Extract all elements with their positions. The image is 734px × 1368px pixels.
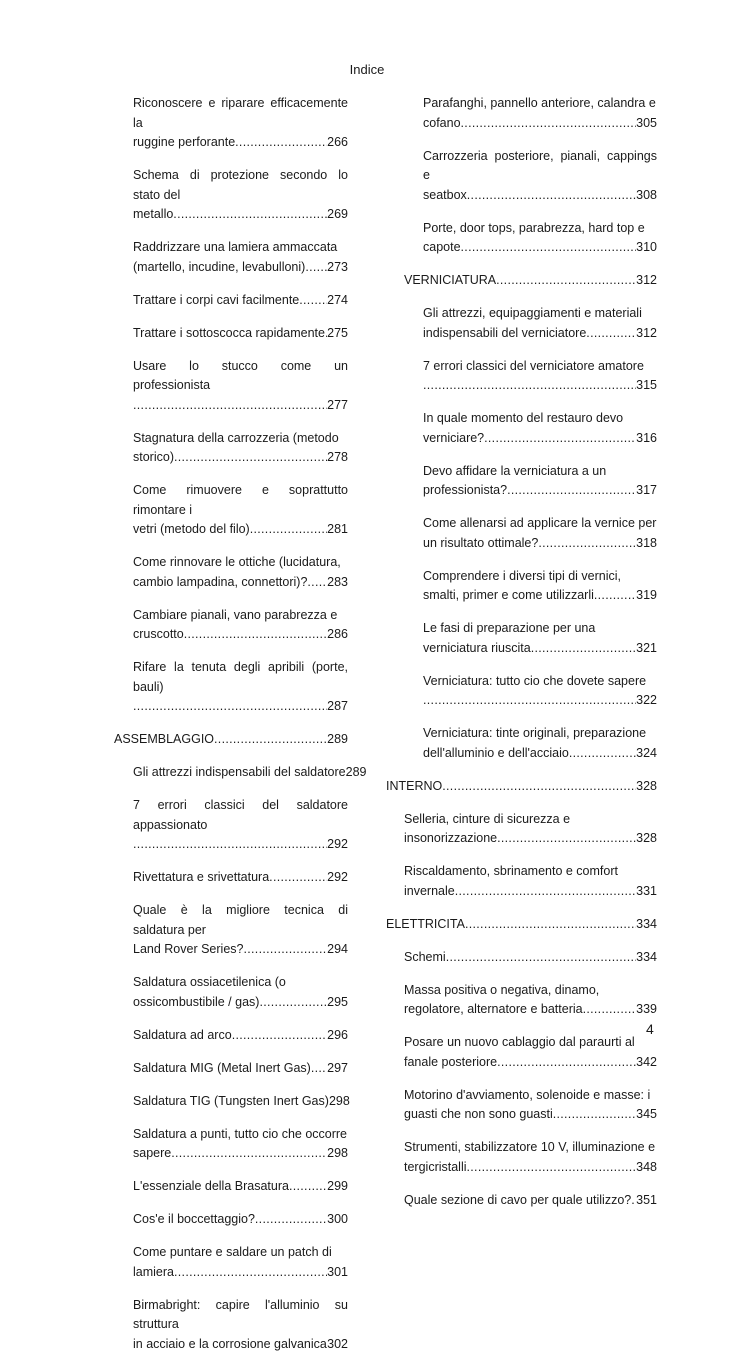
toc-entry-leader-line — [423, 481, 657, 501]
toc-entry-title: Land Rover Series? — [133, 940, 243, 960]
dot-leader — [255, 1210, 327, 1230]
toc-page-number: 334 — [636, 915, 657, 935]
toc-entry-leader-line — [133, 258, 348, 278]
dot-leader — [311, 1059, 327, 1079]
toc-entry-title-line: Saldatura ossiacetilenica (o — [133, 973, 348, 993]
toc-entry[interactable] — [386, 981, 657, 1020]
toc-entry[interactable] — [386, 409, 657, 448]
dot-leader — [133, 835, 327, 855]
toc-entry-leader-line — [423, 429, 657, 449]
toc-entry-title: sapere — [133, 1144, 171, 1164]
toc-entry-title: metallo — [133, 205, 173, 225]
toc-entry-title: L'essenziale della Brasatura — [133, 1177, 289, 1197]
toc-entry-leader-line — [133, 993, 348, 1013]
toc-entry-title-line: Birmabright: capire l'alluminio su struttura — [133, 1296, 348, 1335]
toc-page-number: 342 — [636, 1053, 657, 1073]
dot-leader — [538, 534, 636, 554]
dot-leader — [423, 376, 636, 396]
dot-leader — [446, 948, 636, 968]
toc-page-number: 295 — [327, 993, 348, 1013]
dot-leader — [553, 1105, 636, 1125]
toc-entry[interactable] — [96, 553, 348, 592]
toc-entry-title: cruscotto — [133, 625, 184, 645]
toc-entry-title: cambio lampadina, connettori)? — [133, 573, 307, 593]
toc-entry-title: vetri (metodo del filo) — [133, 520, 250, 540]
toc-entry-leader-line — [133, 396, 348, 416]
toc-entry[interactable] — [96, 166, 348, 225]
toc-entry-leader-line — [404, 1105, 657, 1125]
dot-leader — [484, 429, 636, 449]
toc-entry-leader-line — [404, 1191, 657, 1211]
toc-page-number: 298 — [327, 1144, 348, 1164]
toc-entry-leader-line — [386, 777, 657, 797]
dot-leader — [174, 448, 327, 468]
dot-leader — [174, 1263, 327, 1283]
dot-leader — [259, 993, 327, 1013]
toc-entry[interactable] — [96, 481, 348, 540]
dot-leader — [442, 777, 636, 797]
toc-entry[interactable] — [96, 324, 348, 344]
dot-leader — [250, 520, 327, 540]
toc-entry[interactable] — [96, 1059, 348, 1079]
toc-page-number: 287 — [327, 697, 348, 717]
toc-entry-title: ossicombustibile / gas) — [133, 993, 259, 1013]
toc-entry[interactable] — [386, 619, 657, 658]
toc-entry[interactable] — [386, 1086, 657, 1125]
toc-entry-title: Quale sezione di cavo per quale utilizzo? — [404, 1191, 631, 1211]
toc-entry-title: capote — [423, 238, 461, 258]
dot-leader — [594, 586, 636, 606]
toc-entry-title-line: Posare un nuovo cablaggio dal paraurti al — [404, 1033, 657, 1053]
toc-entry-leader-line — [114, 730, 348, 750]
toc-entry-title: in acciaio e la corrosione galvanica — [133, 1335, 327, 1355]
toc-entry[interactable] — [386, 462, 657, 501]
toc-entry-title-line: Schema di protezione secondo lo stato del — [133, 166, 348, 205]
toc-entry-title: Saldatura MIG (Metal Inert Gas) — [133, 1059, 311, 1079]
toc-entry-leader-line — [133, 763, 348, 783]
toc-entry-title-line: Verniciatura: tinte originali, preparazione — [423, 724, 657, 744]
dot-leader — [235, 133, 327, 153]
toc-entry-title-line: Selleria, cinture di sicurezza e — [404, 810, 657, 830]
toc-entry-title-line: 7 errori classici del saldatore appassionato — [133, 796, 348, 835]
toc-page-number: 316 — [636, 429, 657, 449]
toc-page-number: 348 — [636, 1158, 657, 1178]
toc-entry-title-line: Motorino d'avviamento, solenoide e masse: i — [404, 1086, 657, 1106]
toc-page-number: 269 — [327, 205, 348, 225]
toc-entry[interactable] — [96, 291, 348, 311]
toc-entry-leader-line — [423, 238, 657, 258]
toc-page-number: 345 — [636, 1105, 657, 1125]
toc-page-number: 296 — [327, 1026, 348, 1046]
toc-entry[interactable] — [386, 1191, 657, 1211]
toc-entry-title-line: Cambiare pianali, vano parabrezza e — [133, 606, 348, 626]
toc-entry-leader-line — [423, 186, 657, 206]
toc-entry-leader-line — [133, 940, 348, 960]
toc-entry-leader-line — [133, 835, 348, 855]
toc-entry-leader-line — [133, 1210, 348, 1230]
toc-entry[interactable] — [386, 94, 657, 133]
toc-entry-leader-line — [133, 573, 348, 593]
page-number: 4 — [646, 1021, 654, 1037]
toc-page-number: 300 — [327, 1210, 348, 1230]
toc-page-number: 328 — [636, 829, 657, 849]
toc-entry-title: cofano — [423, 114, 461, 134]
dot-leader — [214, 730, 327, 750]
toc-entry[interactable] — [96, 901, 348, 960]
toc-entry[interactable] — [96, 94, 348, 153]
toc-page-number: 315 — [636, 376, 657, 396]
toc-entry-leader-line — [133, 324, 348, 344]
dot-leader — [455, 882, 636, 902]
toc-entry[interactable] — [96, 1243, 348, 1282]
toc-page-number: 301 — [327, 1263, 348, 1283]
toc-entry-title: Gli attrezzi indispensabili del saldatore — [133, 763, 346, 783]
toc-entry-title-line: Usare lo stucco come un professionista — [133, 357, 348, 396]
toc-entry[interactable] — [96, 973, 348, 1012]
toc-column-left — [96, 94, 348, 1368]
toc-entry[interactable] — [96, 796, 348, 855]
toc-entry-title: verniciatura riuscita — [423, 639, 531, 659]
toc-entry[interactable] — [96, 1125, 348, 1164]
toc-entry-leader-line — [133, 868, 348, 888]
toc-page-number: 274 — [327, 291, 348, 311]
toc-entry-title: verniciare? — [423, 429, 484, 449]
toc-page-number: 312 — [636, 324, 657, 344]
toc-entry-leader-line — [133, 1026, 348, 1046]
toc-entry-title: seatbox — [423, 186, 467, 206]
toc-entry-title: dell'alluminio e dell'acciaio — [423, 744, 569, 764]
toc-entry-leader-line — [423, 744, 657, 764]
toc-entry-title-line: Strumenti, stabilizzatore 10 V, illuminazione e — [404, 1138, 657, 1158]
toc-page-number: 292 — [327, 835, 348, 855]
toc-page-number: 328 — [636, 777, 657, 797]
toc-entry-title-line: Massa positiva o negativa, dinamo, — [404, 981, 657, 1001]
toc-entry-title: ruggine perforante — [133, 133, 235, 153]
toc-entry-title: insonorizzazione — [404, 829, 497, 849]
toc-entry[interactable] — [96, 238, 348, 277]
toc-page-number: 294 — [327, 940, 348, 960]
toc-page-number: 317 — [636, 481, 657, 501]
toc-entry-leader-line — [404, 1053, 657, 1073]
toc-page-number: 277 — [327, 396, 348, 416]
toc-entry-leader-line — [133, 205, 348, 225]
toc-entry-title: lamiera — [133, 1263, 174, 1283]
toc-entry-leader-line — [133, 1263, 348, 1283]
dot-leader — [133, 396, 327, 416]
toc-entry[interactable] — [386, 514, 657, 553]
toc-entry[interactable] — [96, 763, 348, 783]
toc-page-number: 331 — [636, 882, 657, 902]
dot-leader — [583, 1000, 637, 1020]
toc-entry[interactable] — [386, 219, 657, 258]
toc-entry-title: INTERNO — [386, 777, 442, 797]
dot-leader — [507, 481, 636, 501]
dot-leader — [269, 868, 327, 888]
toc-page-number: 275 — [327, 324, 348, 344]
toc-entry-title: ELETTRICITA — [386, 915, 465, 935]
toc-entry-title-line: Le fasi di preparazione per una — [423, 619, 657, 639]
toc-entry-leader-line — [423, 324, 657, 344]
toc-entry-title-line: Raddrizzare una lamiera ammaccata — [133, 238, 348, 258]
toc-entry[interactable] — [96, 1177, 348, 1197]
toc-entry-title: fanale posteriore — [404, 1053, 497, 1073]
toc-entry-leader-line — [404, 1000, 657, 1020]
dot-leader — [289, 1177, 327, 1197]
toc-entry[interactable] — [386, 304, 657, 343]
toc-entry-title-line: In quale momento del restauro devo — [423, 409, 657, 429]
toc-page-number: 298 — [329, 1092, 350, 1112]
toc-entry-leader-line — [404, 1158, 657, 1178]
toc-entry-leader-line — [133, 1335, 348, 1355]
toc-entry[interactable] — [386, 147, 657, 206]
dot-leader — [307, 573, 327, 593]
dot-leader — [184, 625, 327, 645]
toc-entry-title: Rivettatura e srivettatura — [133, 868, 269, 888]
toc-entry[interactable] — [386, 724, 657, 763]
toc-entry-title: (martello, incudine, levabulloni) — [133, 258, 305, 278]
dot-leader — [133, 697, 327, 717]
toc-entry-leader-line — [133, 1144, 348, 1164]
toc-entry-leader-line — [404, 271, 657, 291]
toc-entry-title: professionista? — [423, 481, 507, 501]
toc-entry-leader-line — [133, 1177, 348, 1197]
toc-entry-leader-line — [423, 376, 657, 396]
dot-leader — [423, 691, 636, 711]
toc-page-number: 305 — [636, 114, 657, 134]
toc-entry-title: smalti, primer e come utilizzarli — [423, 586, 594, 606]
toc-page-number: 334 — [636, 948, 657, 968]
toc-entry-title: storico) — [133, 448, 174, 468]
toc-entry-title-line: Comprendere i diversi tipi di vernici, — [423, 567, 657, 587]
toc-entry[interactable] — [386, 915, 657, 935]
toc-entry-leader-line — [423, 586, 657, 606]
toc-page-number: 286 — [327, 625, 348, 645]
toc-entry-title-line: Porte, door tops, parabrezza, hard top e — [423, 219, 657, 239]
toc-entry-title-line: Devo affidare la verniciatura a un — [423, 462, 657, 482]
toc-entry[interactable] — [386, 271, 657, 291]
toc-entry-leader-line — [133, 697, 348, 717]
toc-entry-title: Cos'e il boccettaggio? — [133, 1210, 255, 1230]
toc-entry[interactable] — [386, 948, 657, 968]
toc-entry-title: Schemi — [404, 948, 446, 968]
toc-page-number: 319 — [636, 586, 657, 606]
toc-column-right — [386, 94, 657, 1224]
toc-entry-leader-line — [423, 691, 657, 711]
dot-leader — [299, 291, 327, 311]
toc-page-number: 289 — [346, 763, 367, 783]
toc-entry-title: guasti che non sono guasti — [404, 1105, 553, 1125]
dot-leader — [497, 829, 636, 849]
toc-page-number: 324 — [636, 744, 657, 764]
toc-page-number: 297 — [327, 1059, 348, 1079]
toc-page-number: 302 — [327, 1335, 348, 1355]
toc-entry[interactable] — [386, 862, 657, 901]
toc-entry[interactable] — [96, 1026, 348, 1046]
toc-entry-title-line: Saldatura a punti, tutto cio che occorre — [133, 1125, 348, 1145]
toc-entry-title: Trattare i sottoscocca rapidamente — [133, 324, 325, 344]
toc-entry-leader-line — [423, 114, 657, 134]
dot-leader — [243, 940, 327, 960]
toc-entry-leader-line — [423, 534, 657, 554]
toc-entry[interactable] — [96, 658, 348, 717]
toc-entry-title-line: Come rinnovare le ottiche (lucidatura, — [133, 553, 348, 573]
toc-entry-title: Saldatura ad arco — [133, 1026, 232, 1046]
toc-page-number: 273 — [327, 258, 348, 278]
toc-page-number: 321 — [636, 639, 657, 659]
toc-entry[interactable] — [96, 606, 348, 645]
toc-entry-leader-line — [133, 520, 348, 540]
toc-entry[interactable] — [96, 868, 348, 888]
toc-entry-title: tergicristalli — [404, 1158, 467, 1178]
dot-leader — [496, 271, 636, 291]
toc-page-number: 312 — [636, 271, 657, 291]
dot-leader — [232, 1026, 327, 1046]
toc-page-number: 322 — [636, 691, 657, 711]
page-header: Indice — [0, 62, 734, 77]
toc-entry-title: Trattare i corpi cavi facilmente — [133, 291, 299, 311]
dot-leader — [305, 258, 327, 278]
dot-leader — [171, 1144, 327, 1164]
toc-page-number: 289 — [327, 730, 348, 750]
toc-entry-leader-line — [133, 625, 348, 645]
toc-entry-title: indispensabili del verniciatore — [423, 324, 586, 344]
toc-entry-title-line: Riconoscere e riparare efficacemente la — [133, 94, 348, 133]
toc-entry-leader-line — [404, 882, 657, 902]
toc-page-number: 308 — [636, 186, 657, 206]
dot-leader — [531, 639, 636, 659]
dot-leader — [467, 186, 636, 206]
dot-leader — [173, 205, 327, 225]
toc-entry[interactable] — [386, 357, 657, 396]
toc-entry-leader-line — [133, 291, 348, 311]
toc-entry[interactable] — [386, 567, 657, 606]
toc-entry-title-line: Quale è la migliore tecnica di saldatura per — [133, 901, 348, 940]
toc-entry[interactable] — [96, 730, 348, 750]
dot-leader — [497, 1053, 636, 1073]
toc-entry[interactable] — [386, 1138, 657, 1177]
toc-entry-title-line: Carrozzeria posteriore, pianali, cappings e — [423, 147, 657, 186]
toc-page-number: 310 — [636, 238, 657, 258]
toc-entry-title: ASSEMBLAGGIO — [114, 730, 214, 750]
toc-entry-title: regolatore, alternatore e batteria — [404, 1000, 583, 1020]
toc-entry[interactable] — [386, 777, 657, 797]
dot-leader — [586, 324, 636, 344]
toc-entry-title-line: Come allenarsi ad applicare la vernice per — [423, 514, 657, 534]
toc-entry[interactable] — [96, 357, 348, 416]
toc-entry-leader-line — [133, 133, 348, 153]
toc-entry-leader-line — [404, 948, 657, 968]
dot-leader — [465, 915, 636, 935]
toc-entry[interactable] — [96, 1092, 348, 1112]
toc-entry-leader-line — [386, 915, 657, 935]
toc-entry[interactable] — [96, 1296, 348, 1355]
toc-entry-title-line: Parafanghi, pannello anteriore, calandra e — [423, 94, 657, 114]
toc-entry-title: un risultato ottimale? — [423, 534, 538, 554]
toc-entry-leader-line — [423, 639, 657, 659]
toc-entry-title-line: Stagnatura della carrozzeria (metodo — [133, 429, 348, 449]
dot-leader — [569, 744, 636, 764]
dot-leader — [461, 114, 637, 134]
toc-entry[interactable] — [96, 1210, 348, 1230]
toc-entry[interactable] — [386, 810, 657, 849]
toc-page-number: 281 — [327, 520, 348, 540]
toc-entry-title-line: Verniciatura: tutto cio che dovete sapere — [423, 672, 657, 692]
toc-page-number: 266 — [327, 133, 348, 153]
toc-entry[interactable] — [96, 429, 348, 468]
toc-page-number: 299 — [327, 1177, 348, 1197]
toc-entry-leader-line — [133, 1092, 348, 1112]
dot-leader — [467, 1158, 637, 1178]
toc-entry-title: invernale — [404, 882, 455, 902]
dot-leader — [461, 238, 637, 258]
toc-entry-title-line: Riscaldamento, sbrinamento e comfort — [404, 862, 657, 882]
toc-page-number: 351 — [636, 1191, 657, 1211]
toc-entry[interactable] — [386, 672, 657, 711]
toc-page-number: 339 — [636, 1000, 657, 1020]
toc-page-number: 318 — [636, 534, 657, 554]
toc-page-number: 292 — [327, 868, 348, 888]
toc-entry-title-line: Come puntare e saldare un patch di — [133, 1243, 348, 1263]
toc-entry[interactable] — [386, 1033, 657, 1072]
toc-entry-leader-line — [133, 448, 348, 468]
toc-page-number: 278 — [327, 448, 348, 468]
toc-page-number: 283 — [327, 573, 348, 593]
toc-entry-title: Saldatura TIG (Tungsten Inert Gas) — [133, 1092, 329, 1112]
toc-entry-leader-line — [404, 829, 657, 849]
toc-entry-title: VERNICIATURA — [404, 271, 496, 291]
toc-entry-leader-line — [133, 1059, 348, 1079]
toc-entry-title-line: Come rimuovere e soprattutto rimontare i — [133, 481, 348, 520]
toc-entry-title-line: Gli attrezzi, equipaggiamenti e materiali — [423, 304, 657, 324]
toc-entry-title-line: 7 errori classici del verniciatore amatore — [423, 357, 657, 377]
toc-entry-title-line: Rifare la tenuta degli apribili (porte, bauli) — [133, 658, 348, 697]
